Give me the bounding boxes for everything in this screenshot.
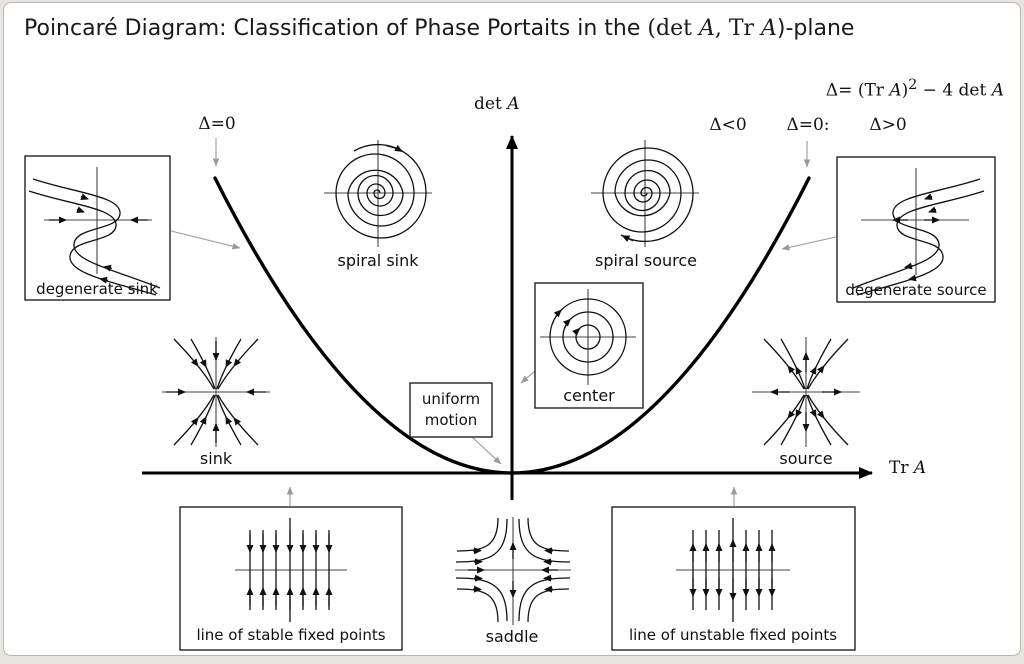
title-suffix: )-plane xyxy=(776,16,855,41)
tr-label-text: Tr xyxy=(889,458,914,478)
degenerate-source-label: degenerate source xyxy=(845,281,987,299)
title-math-comma: , Tr xyxy=(714,16,761,41)
delta-positive-label: Δ>0 xyxy=(869,115,907,135)
sink-label: sink xyxy=(199,449,233,468)
title-math-open: (det xyxy=(647,16,699,41)
saddle-label: saddle xyxy=(485,627,539,646)
det-label-A: A xyxy=(507,94,520,114)
gray-connector-arrows xyxy=(171,138,836,506)
formula-part2: ) xyxy=(901,80,909,101)
discriminant-formula xyxy=(826,77,1004,101)
formula-A1: A xyxy=(889,80,902,101)
det-a-axis-label xyxy=(474,94,519,114)
portrait-boxes xyxy=(25,156,995,650)
center-label: center xyxy=(563,386,615,405)
uniform-motion-line1: uniform xyxy=(421,390,481,408)
delta-zero-right-label: Δ=0: xyxy=(786,115,830,135)
spiral-source-label: spiral source xyxy=(595,251,697,270)
uniform-motion-label xyxy=(422,389,480,431)
title-prefix: Poincaré Diagram: Classification of Phase Portaits in the xyxy=(24,16,648,41)
source-portrait xyxy=(752,337,860,447)
spiral-sink-label: spiral sink xyxy=(337,251,419,270)
sink-portrait xyxy=(162,337,270,447)
formula-part1: Δ= (Tr xyxy=(825,80,890,101)
unstable-line-label: line of unstable fixed points xyxy=(628,626,838,644)
formula-exponent: 2 xyxy=(908,77,918,93)
title-math-A2: A xyxy=(761,16,777,41)
det-label-text: det xyxy=(474,94,508,114)
degenerate-source-pointer xyxy=(782,237,836,249)
center-pointer xyxy=(521,370,536,383)
delta-negative-label: Δ<0 xyxy=(709,115,747,135)
formula-part3: − 4 det xyxy=(917,80,992,101)
formula-A2: A xyxy=(991,80,1004,101)
spiral-source-portrait xyxy=(591,140,699,247)
spiral-sink-portrait xyxy=(324,140,432,247)
uniform-motion-pointer xyxy=(471,436,501,464)
uniform-motion-line2: motion xyxy=(424,411,478,429)
delta-zero-left-label: Δ=0 xyxy=(198,114,236,134)
page-title xyxy=(24,16,854,41)
saddle-portrait xyxy=(455,517,571,625)
source-label: source xyxy=(779,449,833,468)
degenerate-sink-label: degenerate sink xyxy=(36,280,158,298)
degenerate-sink-pointer xyxy=(171,231,240,248)
tr-label-A: A xyxy=(913,458,927,478)
tr-a-axis-label xyxy=(889,458,926,478)
stable-line-label: line of stable fixed points xyxy=(196,626,386,644)
title-math-A1: A xyxy=(698,16,715,41)
